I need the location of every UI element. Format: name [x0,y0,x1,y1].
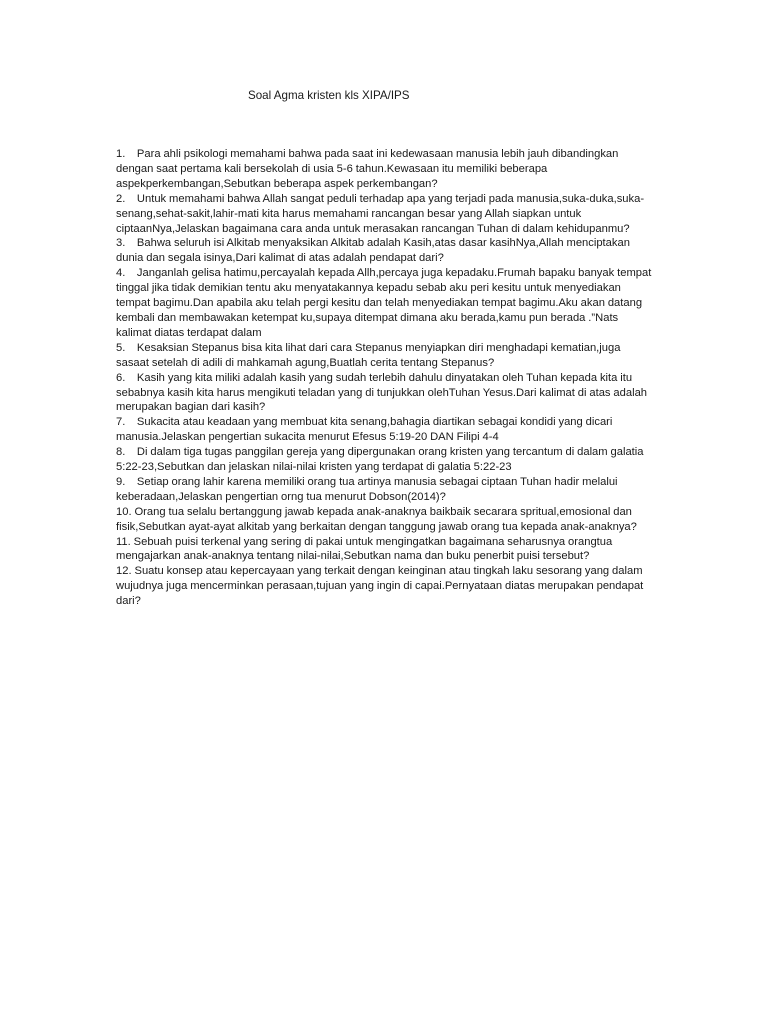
question-text: Di dalam tiga tugas panggilan gereja yang dipergunakan orang kristen yang tercantum di dalam galatia 5:22-23,Sebutkan dan jelaskan nilai-nilai kristen yang terdapat di galatia 5:22-23 [116,446,644,474]
question-number: 1. [116,148,126,160]
document-title: Soal Agma kristen kls XIPA/IPS [248,89,410,102]
question-list [116,147,656,609]
question-text: Untuk memahami bahwa Allah sangat peduli terhadap apa yang terjadi pada manusia,suka-duka,suka-senang,sehat-sakit,lahir-mati kita harus memahami rancangan besar yang Allah siapkan untuk ciptaanNya,Jelaskan bagaimana cara anda untuk merasakan rancangan Tuhan di dalam kehidupanmu? [116,192,645,235]
question-item [116,371,656,416]
question-item [116,475,656,505]
question-item [116,445,656,475]
question-text: Setiap orang lahir karena memiliki orang tua artinya manusia sebagai ciptaan Tuhan hadir melalui keberadaan,Jelaskan pengertian orng tua menurut Dobson(2014)? [116,475,618,503]
question-number: 8. [116,446,126,459]
question-number: 4. [116,267,126,280]
question-text: Para ahli psikologi memahami bahwa pada saat ini kedewasaan manusia lebih jauh dibandingkan dengan saat pertama kali bersekolah di usia 5-6 tahun.Kewasaan itu memiliki beberapa aspekperkembangan,Sebutkan beberapa aspek perkembangan? [116,148,619,190]
question-number: 2. [116,192,126,205]
question-text: Kesaksian Stepanus bisa kita lihat dari cara Stepanus menyiapkan diri menghadapi kematian,juga sasaat setelah di adili di mahkamah agung,Buatlah cerita tentang Stepanus? [116,341,621,369]
question-item [116,535,656,565]
question-text: Orang tua selalu bertanggung jawab kepada anak-anaknya baikbaik secarara spritual,emosional dan fisik,Sebutkan ayat-ayat alkitab yang berkaitan dengan tanggung jawab orang tua kepada anak-anaknya? [116,505,637,533]
question-item [116,147,656,192]
question-number: 7. [116,416,126,429]
question-item [116,505,656,535]
question-number: 3. [116,237,126,250]
question-item [116,192,656,237]
question-number: 9. [116,475,126,488]
question-number: 5. [116,341,126,354]
question-text: Kasih yang kita miliki adalah kasih yang sudah terlebih dahulu dinyatakan oleh Tuhan kepada kita itu sebabnya kasih kita harus mengikuti teladan yang di tunjukkan olehTuhan Yesus.Dari kalimat di atas adalah merupakan bagian dari kasih? [116,371,648,414]
question-text: Sebuah puisi terkenal yang sering di pakai untuk mengingatkan bagaimana seharusnya orangtua mengajarkan anak-anaknya tentang nilai-nilai,Sebutkan nama dan buku penerbit puisi tersebut? [116,535,613,563]
question-number: 6. [116,371,126,384]
question-text: Janganlah gelisa hatimu,percayalah kepada Allh,percaya juga kepadaku.Frumah bapaku banyak tempat tinggal jika tidak demikian tentu aku menyatakannya kepadu sebab aku peri kesitu untuk menyediakan tempat bagimu.Dan apabila aku telah pergi kesitu dan telah menyediakan tempat bagimu.Aku akan datang kembali dan membawakan ketempat ku,supaya ditempat dimana aku berada,kamu pun berada .”Nats kalimat diatas terdapat dalam [116,267,652,339]
question-number: 10. [116,505,132,518]
question-item [116,236,656,266]
question-text: Suatu konsep atau kepercayaan yang terkait dengan keinginan atau tingkah laku sesorang yang dalam wujudnya juga mencerminkan perasaan,tujuan yang ingin di capai.Pernyataan diatas merupakan pendapat dari? [116,565,644,608]
question-text: Bahwa seluruh isi Alkitab menyaksikan Alkitab adalah Kasih,atas dasar kasihNya,Allah menciptakan dunia dan segala isinya,Dari kalimat di atas adalah pendapat dari? [116,237,630,265]
question-item [116,564,656,609]
question-number: 11. [116,535,131,548]
question-number: 12. [116,565,132,578]
question-text: Sukacita atau keadaan yang membuat kita senang,bahagia diartikan sebagai kondidi yang dicari manusia.Jelaskan pengertian sukacita menurut Efesus 5:19-20 DAN Filipi 4-4 [116,416,613,444]
question-item [116,415,656,445]
question-item [116,266,656,341]
question-item [116,341,656,371]
